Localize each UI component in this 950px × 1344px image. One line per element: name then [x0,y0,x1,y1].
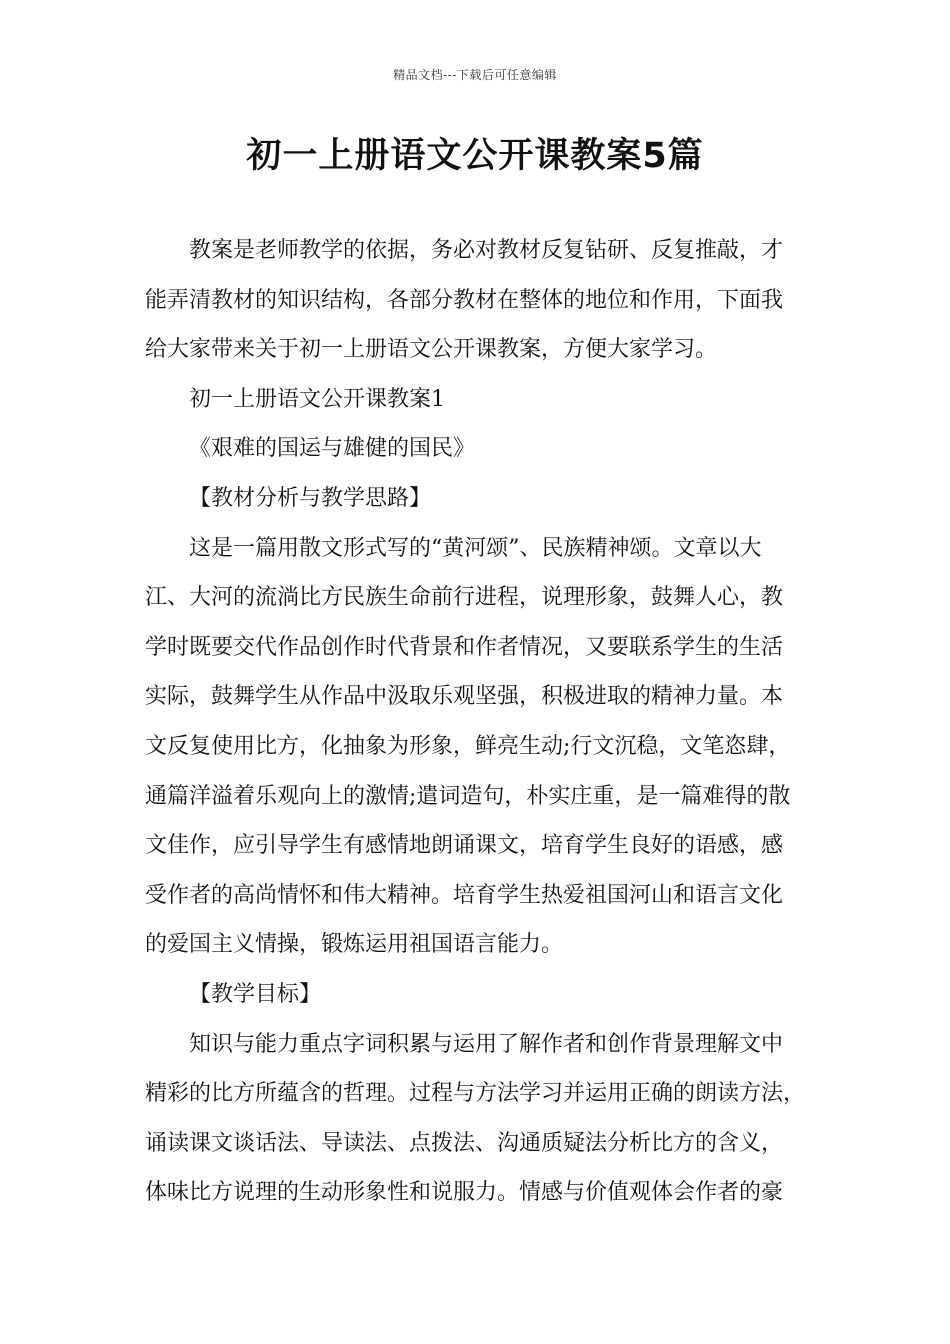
section-heading: 初一上册语文公开课教案1 [189,386,445,412]
lesson-title: 《艰难的国运与雄健的国民》 [189,436,476,462]
subsection-heading: 【教材分析与教学思路】 [189,485,432,511]
paragraph-line: 体味比方说理的生动形象性和说服力。情感与价值观体会作者的豪 [145,1180,784,1206]
paragraph-line: 这是一篇用散文形式写的“黄河颂”、民族精神颂。文章以大 [189,535,762,561]
paragraph-line: 精彩的比方所蕴含的哲理。过程与方法学习并运用正确的朗读方法， [145,1081,806,1107]
paragraph-line: 受作者的高尚情怀和伟大精神。培育学生热爱祖国河山和语言文化 [145,882,784,908]
paragraph-line: 江、大河的流淌比方民族生命前行进程，说理形象，鼓舞人心，教 [145,585,784,611]
page-header: 精品文档---下载后可任意编辑 [393,68,557,82]
paragraph-line: 诵读课文谈话法、导读法、点拨法、沟通质疑法分析比方的含义， [145,1130,784,1156]
paragraph-line: 通篇洋溢着乐观向上的激情;遣词造句，朴实庄重，是一篇难得的散 [145,783,791,809]
paragraph-line: 知识与能力重点字词积累与运用了解作者和创作背景理解文中 [189,1031,784,1057]
paragraph-line: 能弄清教材的知识结构，各部分教材在整体的地位和作用，下面我 [145,287,784,313]
document-body [145,226,820,1218]
paragraph-line: 实际，鼓舞学生从作品中汲取乐观坚强，积极进取的精神力量。本 [145,684,784,710]
subsection-heading: 【教学目标】 [189,981,322,1007]
paragraph-line: 的爱国主义情操，锻炼运用祖国语言能力。 [145,932,564,958]
paragraph-line: 给大家带来关于初一上册语文公开课教案，方便大家学习。 [145,337,718,363]
paragraph-line: 教案是老师教学的依据，务必对教材反复钻研、反复推敲，才 [189,238,784,263]
paragraph-line: 文反复使用比方，化抽象为形象，鲜亮生动;行文沉稳，文笔恣肆， [145,733,791,759]
document-title: 初一上册语文公开课教案5篇 [246,136,704,176]
paragraph-line: 学时既要交代作品创作时代背景和作者情况，又要联系学生的生活 [145,634,784,660]
paragraph-line: 文佳作，应引导学生有感情地朗诵课文，培育学生良好的语感，感 [145,833,784,859]
